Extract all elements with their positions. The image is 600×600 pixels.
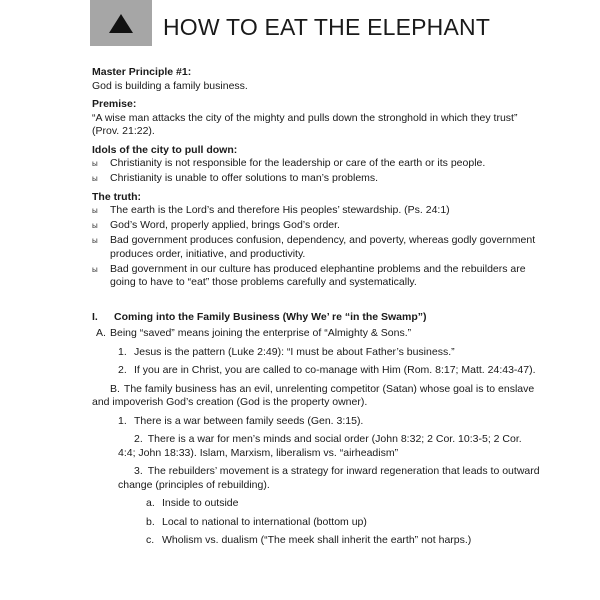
truth-item-text: God’s Word, properly applied, brings God’s order. [110,219,340,231]
outline-label: 2. [134,433,143,445]
idol-item-text: Christianity is unable to offer solutions to man’s problems. [110,172,379,184]
page-title: HOW TO EAT THE ELEPHANT [163,14,491,40]
outline-text: Being “saved” means joining the enterprise of “Almighty & Sons.” [110,327,412,339]
triangle-up-icon [109,14,133,33]
idols-list [92,157,542,186]
outline-text: Inside to outside [162,497,239,509]
outline-label: 1. [118,345,127,358]
master-principle-heading: Master Principle #1: [92,66,192,78]
title-block [90,0,152,46]
list-item [92,263,542,290]
truth-item-text: The earth is the Lord’s and therefore His peoples’ stewardship. (Ps. 24:1) [110,204,450,216]
bullet-icon: ы [92,264,98,274]
truth-heading: The truth: [92,190,141,203]
outline-label: 2. [118,364,127,376]
truth-item-text: Bad government in our culture has produced elephantine problems and the rebuilders are going to have to “eat” those problems carefully and systematically. [110,262,526,288]
outline-label: 3. [134,465,143,477]
outline-text: If you are in Christ, you are called to co-manage with Him (Rom. 8:17; Matt. 24:43-47). [134,364,536,376]
list-item [92,157,542,171]
outline-label: B. [110,382,120,395]
outline-label: b. [146,515,155,528]
truth-list [92,204,542,290]
outline-label: A. [96,327,106,339]
outline-text: There is a war between family seeds (Gen. 3:15). [134,414,364,427]
outline-item-a2 [92,364,542,378]
outline-item-b1 [92,415,542,429]
outline-text: There is a war for men’s minds and social order (John 8:32; 2 Cor. 10:3-5; 2 Cor. 4:4; John 18:33). Islam, Marxism, liberalism vs. “airheadism” [118,433,522,459]
section-heading [92,311,542,325]
outline-item-a1 [92,346,542,360]
outline-label: c. [146,534,155,546]
idol-item-text: Christianity is not responsible for the leadership or care of the earth or its people. [110,157,486,169]
premise-text: “A wise man attacks the city of the mighty and pulls down the stronghold in which they trust” (Prov. 21:22). [92,111,518,137]
section-title: Coming into the Family Business (Why We’ re “in the Swamp”) [114,310,427,323]
list-item [92,234,542,261]
outline-item-b3 [92,465,542,492]
bullet-icon: ы [92,221,98,230]
outline-item-b2 [92,433,542,460]
outline-text: Jesus is the pattern (Luke 2:49): “I must be about Father’s business.” [134,345,455,358]
document-body [92,66,542,553]
outline-subitem-c [92,534,542,548]
idols-heading: Idols of the city to pull down: [92,143,238,156]
outline-label: a. [146,497,155,509]
outline-subitem-a [92,497,542,511]
outline-item-a [92,327,542,341]
list-item [92,219,542,233]
section-number: I. [92,310,98,323]
outline-text: The rebuilders’ movement is a strategy for inward regeneration that leads to outward change (principles of rebuilding). [118,465,540,491]
outline-item-b [92,383,542,410]
outline-text: Local to national to international (bottom up) [162,515,367,528]
outline-text: The family business has an evil, unrelenting competitor (Satan) whose goal is to enslave and impoverish God’s creation (God is the property owner). [92,382,535,408]
list-item [92,172,542,186]
bullet-icon: ы [92,159,98,168]
master-principle-text: God is building a family business. [92,79,248,92]
bullet-icon: ы [92,174,98,183]
truth-item-text: Bad government produces confusion, dependency, and poverty, whereas godly government produces order, initiative, and productivity. [110,234,536,260]
list-item [92,204,542,218]
outline-text: Wholism vs. dualism (“The meek shall inherit the earth” not harps.) [162,534,472,546]
outline-subitem-b [92,516,542,530]
bullet-icon: ы [92,206,98,215]
bullet-icon: ы [92,236,98,245]
outline-label: 1. [118,414,127,427]
premise-heading: Premise: [92,98,137,110]
